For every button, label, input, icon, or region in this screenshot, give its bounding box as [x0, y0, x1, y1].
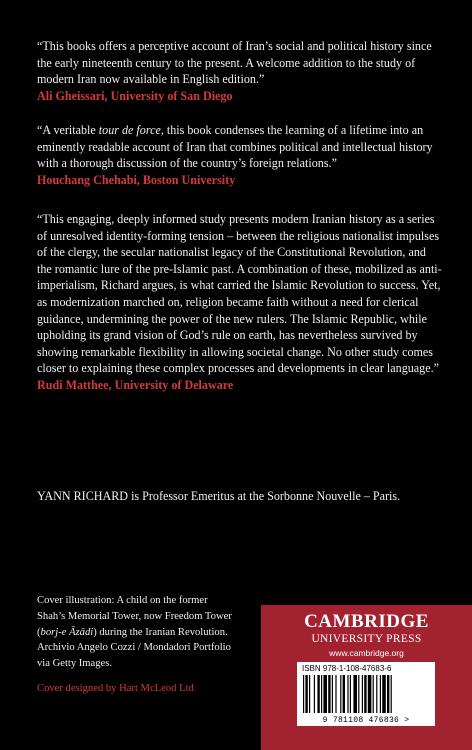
author-bio: is Professor Emeritus at the Sorbonne Nouvelle – Paris.	[128, 489, 401, 503]
cover-illustration-post: ) during the Iranian Revolution. Archivio Angelo Cozzi / Mondadori Portfolio via Getty Images.	[37, 626, 231, 670]
barcode-icon	[303, 675, 429, 713]
blurb-1	[37, 38, 442, 104]
blurb-1-attribution: Ali Gheissari, University of San Diego	[37, 88, 233, 103]
barcode-digits: 9 781108 476836 >	[322, 716, 410, 725]
blurb-3	[37, 211, 442, 394]
blurb-2-quote	[37, 122, 442, 172]
author-name: YANN RICHARD	[37, 489, 129, 503]
blurb-2-attribution: Houchang Chehabi, Boston University	[37, 172, 236, 187]
barcode-box	[297, 662, 435, 726]
blurb-2-quote-pre: “A veritable	[37, 123, 99, 137]
isbn-label: ISBN 978-1-108-47683-6	[302, 664, 392, 673]
publisher-url: www.cambridge.org	[329, 648, 404, 658]
cover-illustration-credit	[37, 593, 237, 672]
publisher-strip	[261, 733, 472, 750]
blurb-2-quote-em: tour de force	[98, 123, 161, 137]
blurb-1-quote: “This books offers a perceptive account of Iran’s social and political history since the early nineteenth century to the present. A welcome addition to the study of modern Iran now available in English edition.”	[37, 39, 432, 87]
publisher-press: UNIVERSITY PRESS	[311, 633, 422, 645]
blurb-3-quote: “This engaging, deeply informed study presents modern Iranian history as a series of unresolved identity-forming tension – between the religious nationalist impulses of the clergy, the secular nationalist legacy of the Constitutional Revolution, and the romantic lure of the pre-Islamic past. A combination of these, mobilized as anti-imperialism, Richard argues, is what carried the Islamic Revolution to success. Yet, as modernization marched on, religion became faith without a need for clerical guidance, undermining the power of the new rulers. The Islamic Republic, while upholding its grand vision of God’s rule on earth, has nevertheless survived by showing remarkable flexibility in allowing societal change. No other study comes closer to explaining these complex processes and developments in clear language.”	[37, 212, 442, 376]
blurb-2	[37, 122, 442, 188]
publisher-block	[261, 605, 472, 733]
author-note	[37, 488, 447, 504]
cover-illustration-em: borj-e Āzādi	[40, 626, 94, 638]
blurb-3-attribution: Rudi Matthee, University of Delaware	[37, 377, 234, 392]
blurb-2-quote-post: , this book condenses the learning of a lifetime into an eminently readable account of Iran that combines political and intellectual history with a thorough discussion of the country’s foreign relations.”	[37, 123, 433, 171]
cover-illustration-pre: Cover illustration: A child on the former Shah’s Memorial Tower, now Freedom Tower (	[37, 595, 232, 638]
cover-design-credit: Cover designed by Hart McLeod Ltd	[37, 683, 194, 694]
publisher-name: CAMBRIDGE	[304, 611, 429, 632]
